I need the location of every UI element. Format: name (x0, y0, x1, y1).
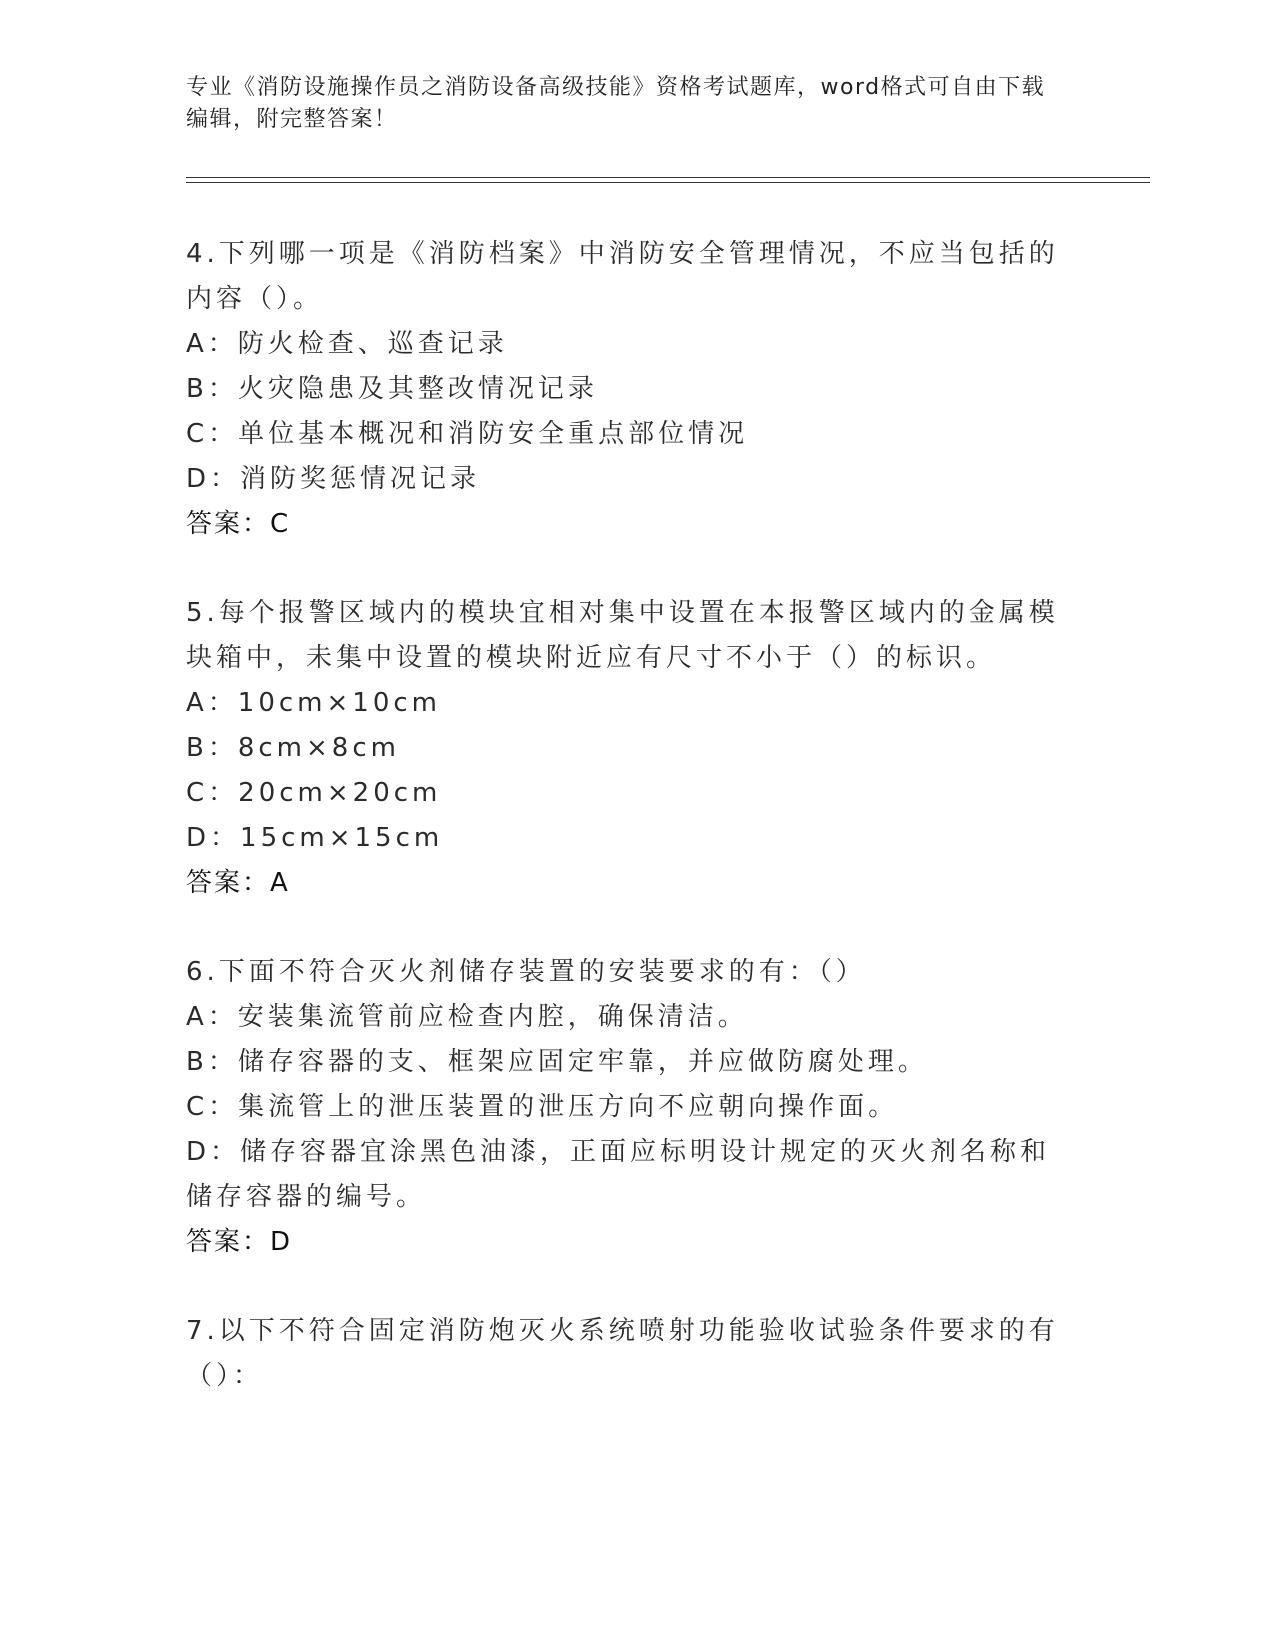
answer-label: 答案： (186, 509, 271, 539)
question-answer (186, 861, 1076, 906)
question-stem: 6.下面不符合灭火剂储存装置的安装要求的有：（） (186, 957, 866, 987)
question-answer (186, 502, 1076, 547)
header-divider-bottom (186, 182, 1150, 183)
question-stem: 7.以下不符合固定消防炮灭火系统喷射功能验收试验条件要求的有（）： (186, 1316, 1059, 1391)
answer-label: 答案： (186, 1227, 271, 1257)
header-divider-top (186, 177, 1150, 178)
answer-value: A (270, 868, 288, 898)
question-list (186, 232, 1076, 1443)
question-option: C：20cm×20cm (186, 778, 442, 808)
answer-value: C (270, 509, 289, 539)
question-option: C：单位基本概况和消防安全重点部位情况 (186, 419, 749, 449)
question-option: D：储存容器宜涂黑色油漆，正面应标明设计规定的灭火剂名称和储存容器的编号。 (186, 1137, 1051, 1212)
document-header: 专业《消防设施操作员之消防设备高级技能》资格考试题库，word格式可自由下载编辑，附完整答案！ (186, 75, 1046, 132)
question-option: C：集流管上的泄压装置的泄压方向不应朝向操作面。 (186, 1092, 899, 1122)
question-option: A：10cm×10cm (186, 688, 441, 718)
question-item (186, 591, 1076, 906)
question-item (186, 1309, 1076, 1399)
question-option: A：防火检查、巡查记录 (186, 329, 508, 359)
answer-value: D (270, 1227, 291, 1257)
question-answer (186, 1220, 1076, 1265)
answer-label: 答案： (186, 868, 271, 898)
question-stem: 4.下列哪一项是《消防档案》中消防安全管理情况，不应当包括的内容（）。 (186, 239, 1059, 314)
question-option: B：8cm×8cm (186, 733, 400, 763)
question-item (186, 232, 1076, 547)
question-option: D：15cm×15cm (186, 823, 444, 853)
question-stem: 5.每个报警区域内的模块宜相对集中设置在本报警区域内的金属模块箱中，未集中设置的模块附近应有尺寸不小于（）的标识。 (186, 598, 1059, 673)
question-option: D：消防奖惩情况记录 (186, 464, 481, 494)
question-option: B：火灾隐患及其整改情况记录 (186, 374, 598, 404)
question-option: B：储存容器的支、框架应固定牢靠，并应做防腐处理。 (186, 1047, 928, 1077)
question-option: A：安装集流管前应检查内腔，确保清洁。 (186, 1002, 748, 1032)
question-item (186, 950, 1076, 1265)
